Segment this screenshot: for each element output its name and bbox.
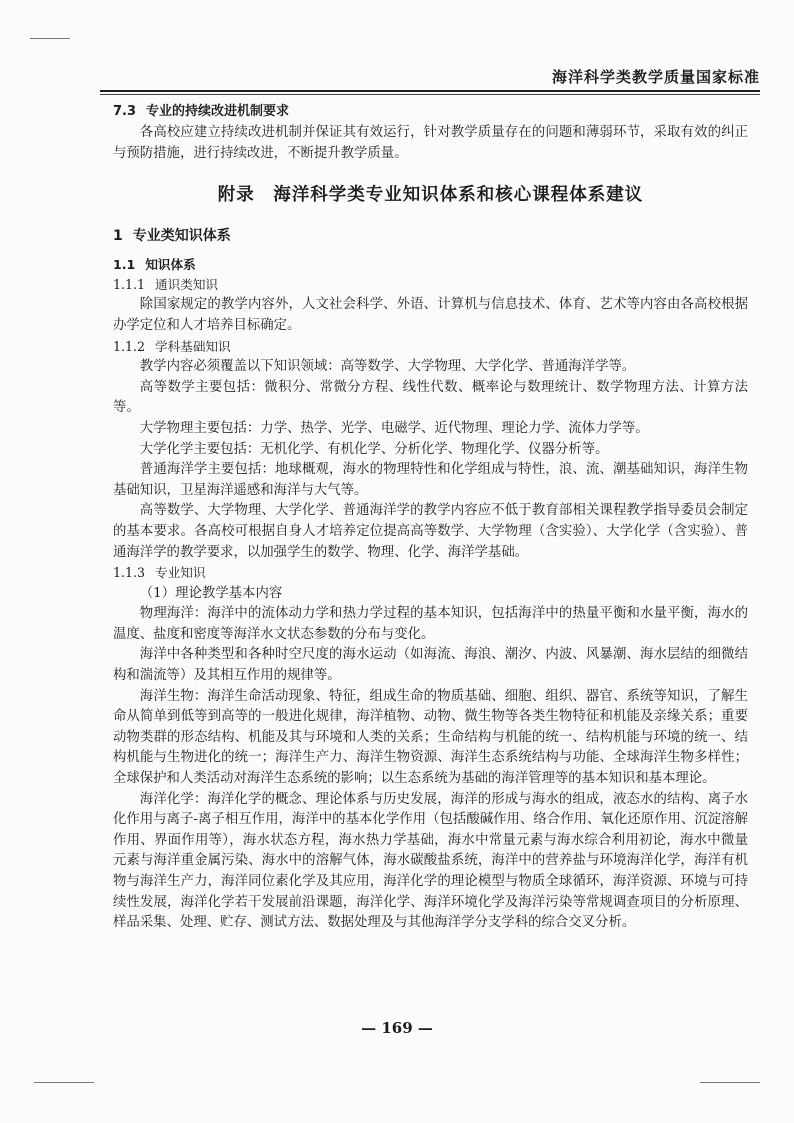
section-heading-1 [113, 224, 748, 248]
section-number: 1.1.3 [113, 565, 146, 581]
section-heading-1-1-2 [113, 337, 748, 358]
paragraph: 教学内容必须覆盖以下知识领域：高等数学、大学物理、大学化学、普通海洋学等。 [139, 359, 636, 375]
section-heading-7-3 [113, 101, 748, 123]
paragraph: 大学物理主要包括：力学、热学、光学、电磁学、近代物理、理论力学、流体力学等。 [139, 420, 649, 436]
section-title: 专业类知识体系 [132, 227, 231, 244]
appendix-title: 附录 海洋科学类专业知识体系和核心课程体系建议 [217, 185, 644, 206]
scan-edge-mark [34, 1082, 94, 1083]
paragraph: 高等数学主要包括：微积分、常微分方程、线性代数、概率论与数理统计、数学物理方法、计算方法等。 [113, 379, 748, 416]
section-number: 1 [113, 227, 123, 244]
paragraph: 各高校应建立持续改进机制并保证其有效运行，针对教学质量存在的问题和薄弱环节，采取有效的纠正与预防措施，进行持续改进，不断提升教学质量。 [113, 125, 748, 161]
paragraph: 普通海洋学主要包括：地球概观，海水的物理特性和化学组成与特性，浪、流、潮基础知识，海洋生物基础知识，卫星海洋遥感和海洋与大气等。 [113, 462, 748, 498]
section-number: 1.1.2 [113, 338, 146, 354]
section-number: 7.3 [113, 104, 137, 119]
section-title: 专业的持续改进机制要求 [146, 104, 290, 119]
paragraph: 海洋生物：海洋生命活动现象、特征，组成生命的物质基础、细胞、组织、器官、系统等知识，了解生命从简单到低等到高等的一般进化规律，海洋植物、动物、微生物等各类生物特征和机能及亲缘关系；重要动物类群的形态结构、机能及其与环境和人类的关系；生命结构与机能的统一、结构机能与环境的统一、结构机能与生物进化的统一；海洋生产力、海洋生物资源、海洋生态系统结构与功能、全球海洋生物多样性；全球保护和人类活动对海洋生态系统的影响；以生态系统为基础的海洋管理等的基本知识和基本理论。 [113, 688, 748, 787]
running-header: 海洋科学类教学质量国家标准 [551, 68, 760, 86]
scan-edge-mark [700, 1082, 760, 1083]
section-title: 通识类知识 [155, 276, 219, 292]
section-title: 知识体系 [145, 256, 196, 272]
paragraph: 高等数学、大学物理、大学化学、普通海洋学的教学内容应不低于教育部相关课程教学指导委员会制定的基本要求。各高校可根据自身人才培养定位提高高等数学、大学物理（含实验）、大学化学（含实验）、普通海洋学的教学要求，以加强学生的数学、物理、化学、海洋学基础。 [113, 503, 748, 560]
paragraph: 除国家规定的教学内容外，人文社会科学、外语、计算机与信息技术、体育、艺术等内容由各高校根据办学定位和人才培养目标确定。 [113, 297, 748, 333]
scan-edge-mark [30, 38, 70, 39]
page-content [113, 101, 748, 934]
header-rule-thin [100, 94, 760, 95]
subsection-label: （1）理论教学基本内容 [139, 585, 283, 601]
section-number: 1.1.1 [113, 276, 146, 292]
paragraph: 海洋化学：海洋化学的概念、理论体系与历史发展，海洋的形成与海水的组成，液态水的结构、离子水化作用与离子-离子相互作用，海洋中的基本化学作用（包括酸碱作用、络合作用、氧化还原作用、沉淀溶解作用、界面作用等），海水状态方程，海水热力学基础，海水中常量元素与海水综合利用初论，海水中微量元素与海洋重金属污染、海水中的溶解气体，海水碳酸盐系统，海洋中的营养盐与环境海洋化学，海洋有机物与海洋生产力，海洋同位素化学及其应用，海洋化学的理论模型与物质全球循环，海洋资源、环境与可持续性发展，海洋化学若干发展前沿课题，海洋化学、海洋环境化学及海洋污染等常规调查项目的分析原理、样品采集、处理、贮存、测试方法、数据处理及与其他海洋学分支学科的综合交叉分析。 [113, 791, 748, 931]
paragraph: 大学化学主要包括：无机化学、有机化学、分析化学、物理化学、仪器分析等。 [139, 441, 609, 457]
section-number: 1.1 [113, 256, 136, 272]
section-heading-1-1-3 [113, 563, 748, 584]
page-number: — 169 — [361, 1019, 433, 1037]
paragraph: 海洋中各种类型和各种时空尺度的海水运动（如海流、海浪、潮汐、内波、风暴潮、海水层结的细微结构和湍流等）及其相互作用的规律等。 [113, 647, 748, 684]
section-title: 学科基础知识 [155, 338, 231, 354]
section-heading-1-1-1 [113, 275, 748, 296]
section-title: 专业知识 [155, 565, 206, 581]
section-heading-1-1 [113, 254, 748, 275]
paragraph: 物理海洋：海洋中的流体动力学和热力学过程的基本知识，包括海洋中的热量平衡和水量平衡，海水的温度、盐度和密度等海洋水文状态参数的分布与变化。 [113, 606, 748, 642]
header-rule [100, 90, 760, 92]
